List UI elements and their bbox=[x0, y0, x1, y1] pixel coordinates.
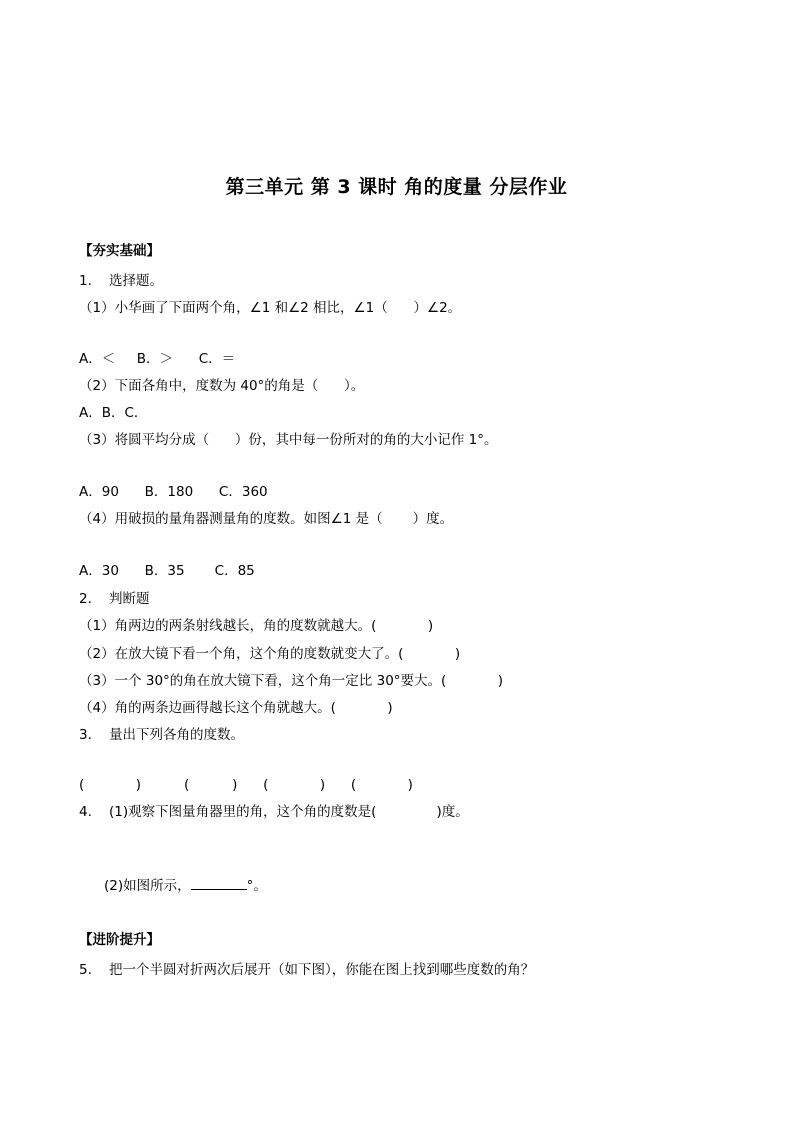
page-title: 第三单元 第 3 课时 角的度量 分层作业 bbox=[225, 176, 568, 198]
question-1-part-2-options: A．B．C． bbox=[79, 405, 148, 421]
question-1-stem: 1. 选择题。 bbox=[79, 273, 164, 289]
question-1-part-1: （1）小华画了下面两个角，∠1 和∠2 相比，∠1（ ）∠2。 bbox=[79, 300, 462, 316]
question-3-answer-blanks: ( ) ( ) ( ) ( ) bbox=[79, 777, 413, 793]
section-heading-basic: 【夯实基础】 bbox=[79, 243, 160, 259]
question-1-part-4: （4）用破损的量角器测量角的度数。如图∠1 是（ ）度。 bbox=[79, 511, 454, 527]
question-3-stem: 3. 量出下列各角的度数。 bbox=[79, 727, 245, 743]
section-heading-advanced: 【进阶提升】 bbox=[79, 932, 160, 948]
question-1-part-3-options: A．90 B．180 C．360 bbox=[79, 484, 268, 500]
question-1-part-2: （2）下面各角中，度数为 40°的角是（ ）。 bbox=[79, 378, 365, 394]
question-2-part-3: （3）一个 30°的角在放大镜下看，这个角一定比 30°要大。( ) bbox=[79, 673, 504, 689]
question-2-part-2: （2）在放大镜下看一个角，这个角的度数就变大了。( ) bbox=[79, 646, 461, 662]
question-2-part-4: （4）角的两条边画得越长这个角就越大。( ) bbox=[79, 700, 393, 716]
question-2-stem: 2. 判断题 bbox=[79, 591, 150, 607]
question-4-part-2-suffix: °。 bbox=[246, 878, 267, 894]
question-2-part-1: （1）角两边的两条射线越长，角的度数就越大。( ) bbox=[79, 618, 434, 634]
question-1-part-1-options: A．＜ B．＞ C．＝ bbox=[79, 351, 236, 367]
question-4-stem: 4. (1)观察下图量角器里的角，这个角的度数是( )度。 bbox=[79, 804, 469, 820]
question-1-part-3: （3）将圆平均分成（ ）份，其中每一份所对的角的大小记作 1°。 bbox=[79, 432, 498, 448]
question-4-part-2-prefix: (2)如图所示， bbox=[104, 878, 191, 894]
question-1-part-4-options: A．30 B．35 C．85 bbox=[79, 563, 255, 579]
question-5-stem: 5. 把一个半圆对折两次后展开（如下图），你能在图上找到哪些度数的角？ bbox=[79, 962, 535, 978]
question-4-part-2 bbox=[104, 877, 267, 895]
answer-blank-line bbox=[191, 877, 247, 890]
